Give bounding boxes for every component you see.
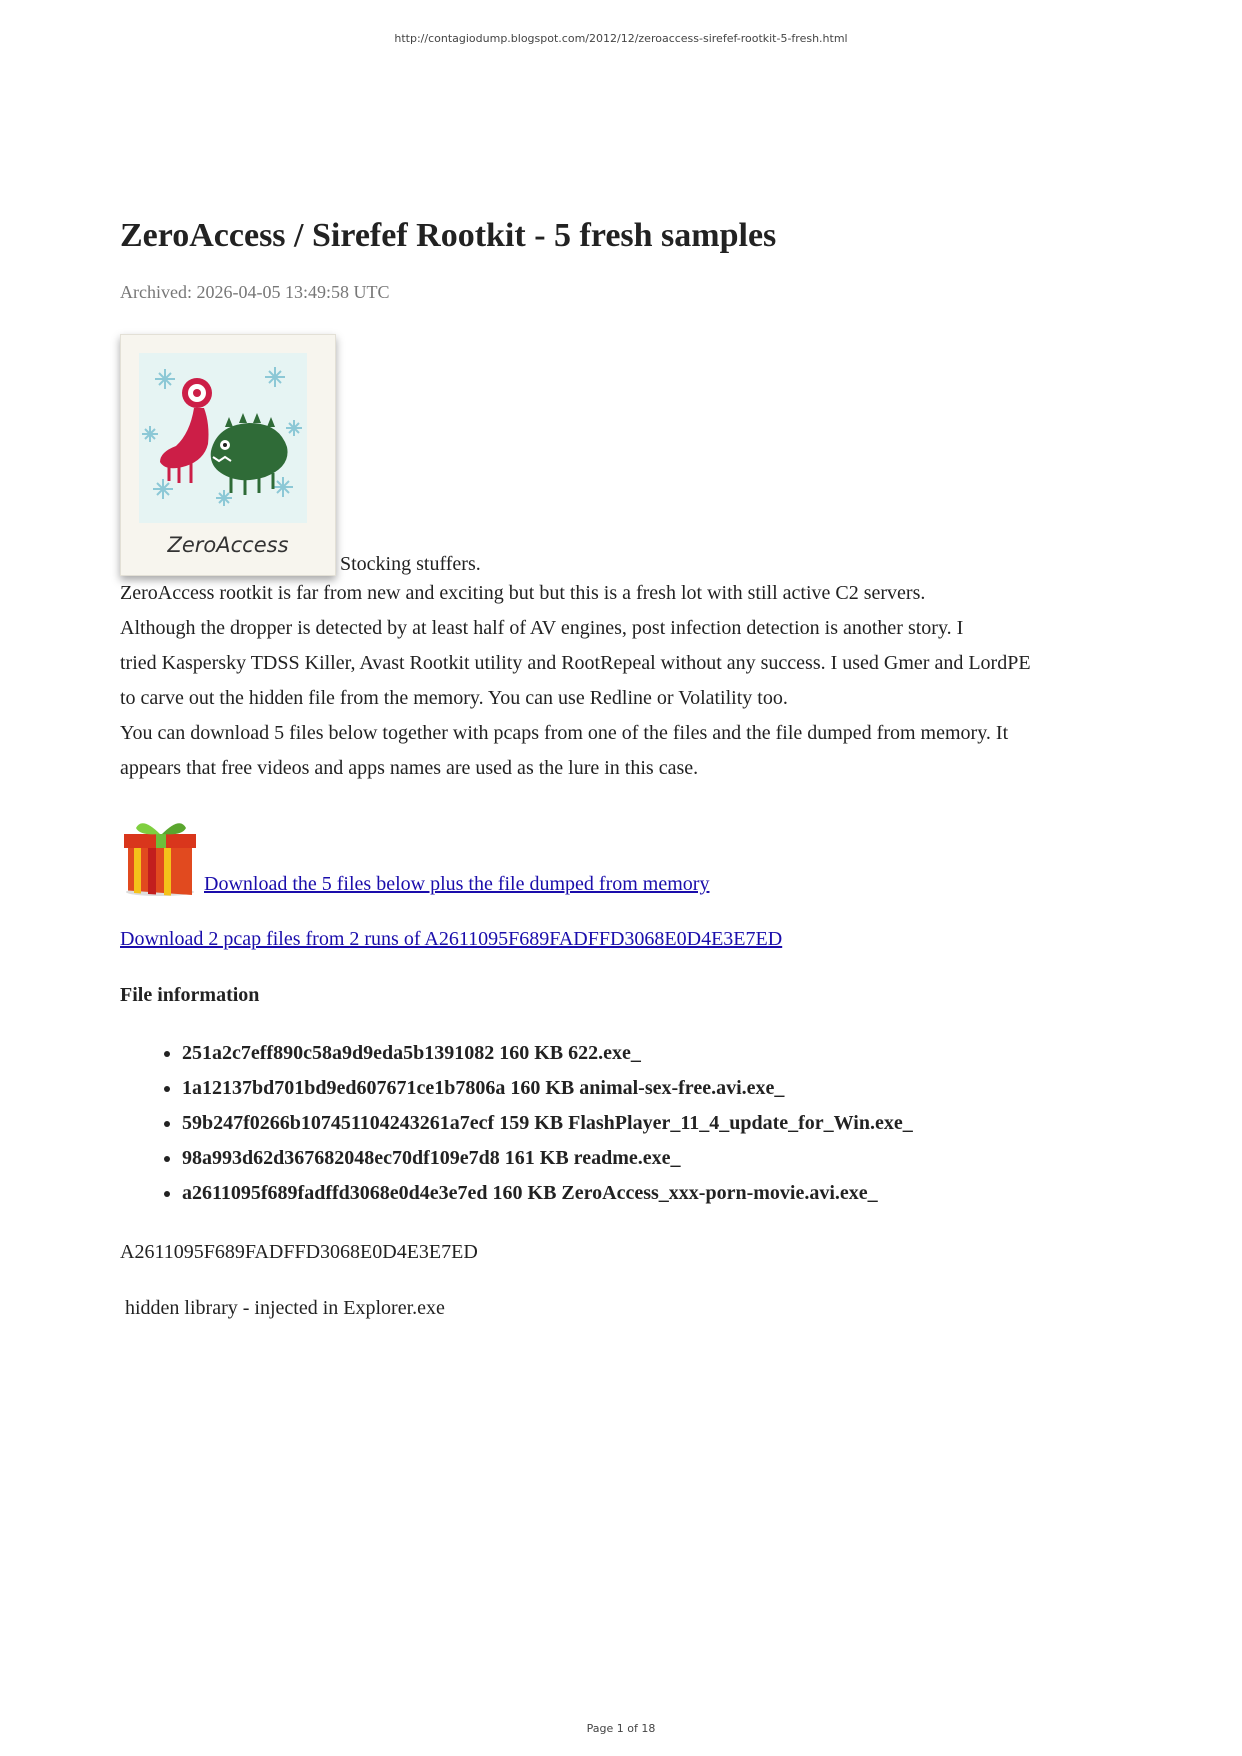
paragraph-2-line-1: Although the dropper is detected by at least half of AV engines, post infection detection is another story. I (120, 617, 964, 639)
download-files-link[interactable]: Download the 5 files below plus the file dumped from memory (204, 873, 710, 895)
file-list-item: • a2611095f689fadffd3068e0d4e3e7ed 160 KB ZeroAccess_xxx-porn-movie.avi.exe_ (182, 1176, 1130, 1211)
article-title: ZeroAccess / Sirefef Rootkit - 5 fresh samples (120, 217, 777, 254)
file-list-item: • 59b247f0266b107451104243261a7ecf 159 KB FlashPlayer_11_4_update_for_Win.exe_ (182, 1106, 1130, 1141)
page-url-header: http://contagiodump.blogspot.com/2012/12/zeroaccess-sirefef-rootkit-5-fresh.html (394, 32, 848, 45)
article (120, 212, 1130, 1321)
paragraph-1: ZeroAccess rootkit is far from new and exciting but but this is a fresh lot with still active C2 servers. (120, 582, 926, 604)
file-list (120, 1036, 1130, 1211)
figure-row (120, 334, 1130, 576)
paragraph-3-line-2: appears that free videos and apps names are used as the lure in this case. (120, 757, 699, 779)
paragraph-2-line-3: to carve out the hidden file from the memory. You can use Redline or Volatility too. (120, 687, 788, 709)
file-information-heading: File information (120, 984, 260, 1006)
paragraph-2-line-2: tried Kaspersky TDSS Killer, Avast Rootkit utility and RootRepeal without any success. I used Gmer and LordPE (120, 652, 1031, 674)
stocking-stuffers-text: Stocking stuffers. (340, 553, 481, 575)
article-intro (120, 334, 1130, 786)
zeroaccess-image-caption: ZeroAccess (167, 533, 289, 557)
file-list-item: • 251a2c7eff890c58a9d9eda5b1391082 160 KB 622.exe_ (182, 1036, 1130, 1071)
sample-hash-heading: A2611095F689FADFFD3068E0D4E3E7ED (120, 1241, 478, 1263)
download-pcap-link[interactable]: Download 2 pcap files from 2 runs of A2611095F689FADFFD3068E0D4E3E7ED (120, 928, 783, 950)
file-list-item: • 1a12137bd701bd9ed607671ce1b7806a 160 KB animal-sex-free.avi.exe_ (182, 1071, 1130, 1106)
download-row-2 (120, 926, 1130, 952)
paragraph-3-line-1: You can download 5 files below together with pcaps from one of the files and the file dumped from memory. It (120, 722, 1009, 744)
gift-box-icon (120, 816, 204, 896)
file-list-item: • 98a993d62d367682048ec70df109e7d8 161 KB readme.exe_ (182, 1141, 1130, 1176)
archived-timestamp: Archived: 2026-04-05 13:49:58 UTC (120, 282, 390, 302)
page-number: Page 1 of 18 (586, 1722, 656, 1735)
hidden-library-text: hidden library - injected in Explorer.exe (125, 1297, 445, 1319)
download-row-1 (120, 816, 1130, 896)
zeroaccess-monsters-illustration (139, 353, 307, 523)
zeroaccess-image (120, 334, 336, 576)
